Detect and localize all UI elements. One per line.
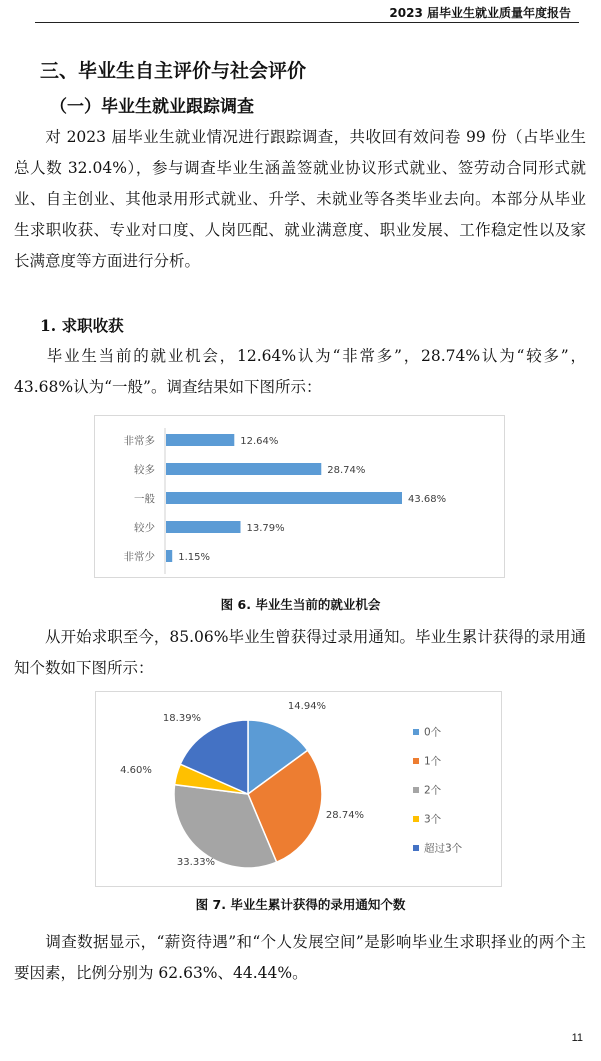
bar-value-label: 1.15% [178,552,210,563]
paragraph-offer-received-text: 从开始求职至今，85.06%毕业生曾获得过录用通知。毕业生累计获得的录用通知个数如下图所示： [14,628,586,677]
figure6-chart [94,415,505,578]
legend-swatch-2 [413,787,419,793]
page-header [35,0,579,23]
legend-label: 2个 [424,784,442,797]
paragraph-survey-intro [14,122,586,277]
paragraph-job-factors-text: 调查数据显示，“薪资待遇”和“个人发展空间”是影响毕业生求职择业的两个主要因素，比例分别为 62.63%、44.44%。 [14,933,586,982]
bar-4 [166,550,172,562]
pie-value-label: 18.39% [162,713,202,724]
paragraph-employment-opportunity [14,341,586,403]
legend-swatch-4 [413,845,419,851]
legend-label: 3个 [424,813,442,826]
bar-category-label: 一般 [134,493,155,505]
paragraph-job-factors [14,927,586,989]
section-title: 三、毕业生自主评价与社会评价 [40,60,307,82]
subsection-title: （一）毕业生就业跟踪调查 [50,97,254,117]
figure6-caption: 图 6. 毕业生当前的就业机会 [220,597,381,612]
figure7-chart [95,691,502,887]
bar-value-label: 13.79% [246,523,285,534]
bar-chart-svg [95,416,504,577]
pie-value-label: 14.94% [287,701,327,712]
paragraph-offer-received [14,622,586,684]
bar-category-label: 非常多 [123,435,155,447]
pie-value-label: 33.33% [176,857,216,868]
legend-swatch-1 [413,758,419,764]
heading-job-harvest: 1. 求职收获 [40,316,124,335]
bar-category-label: 较少 [134,522,155,534]
bar-0 [166,434,234,446]
pie-value-label: 4.60% [120,765,152,776]
pie-chart-svg [96,692,501,886]
figure7-caption: 图 7. 毕业生累计获得的录用通知个数 [195,897,406,912]
legend-swatch-3 [413,816,419,822]
bar-1 [166,463,321,475]
header-title: 2023 届毕业生就业质量年度报告 [389,6,571,20]
pie-value-label: 28.74% [325,810,365,821]
page-number: 11 [571,1032,583,1044]
bar-3 [166,521,241,533]
bar-value-label: 28.74% [327,465,366,476]
paragraph-employment-opportunity-text: 毕业生当前的就业机会，12.64%认为“非常多”，28.74%认为“较多”，43.68%认为“一般”。调查结果如下图所示： [14,347,586,396]
legend-label: 1个 [424,755,442,768]
legend-label: 0个 [424,726,442,739]
bar-value-label: 43.68% [408,494,447,505]
bar-2 [166,492,402,504]
bar-category-label: 较多 [134,464,155,476]
bar-category-label: 非常少 [123,551,155,563]
legend-swatch-0 [413,729,419,735]
paragraph-survey-intro-text: 对 2023 届毕业生就业情况进行跟踪调查，共收回有效问卷 99 份（占毕业生总人数 32.04%），参与调查毕业生涵盖签就业协议形式就业、签劳动合同形式就业、自主创业、其他录用形式就业、升学、未就业等各类毕业去向。本部分从毕业生求职收获、专业对口度、人岗匹配、就业满意度、职业发展、工作稳定性以及家长满意度等方面进行分析。 [14,128,586,270]
legend-label: 超过3个 [424,842,463,855]
bar-value-label: 12.64% [240,436,279,447]
